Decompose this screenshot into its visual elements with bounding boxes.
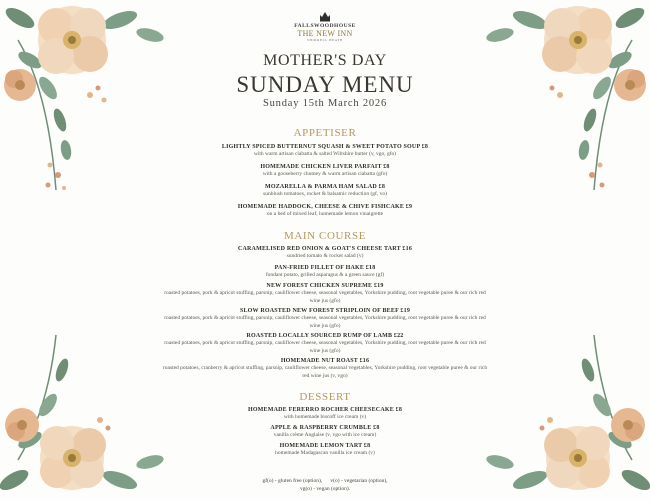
menu-item — [160, 307, 490, 330]
floral-corner-bottom-right — [480, 330, 650, 500]
dietary-key — [200, 477, 450, 493]
menu-item — [160, 143, 490, 159]
menu-item-name: ROASTED LOCALLY SOURCED RUMP OF LAMB £22 — [246, 333, 404, 339]
menu-item-description: with a gooseberry chutney & warm artisan ciabatta (gfo) — [262, 171, 388, 177]
menu-item-description: roasted potatoes, cranberry & apricot stuffing, parsnip, cauliflower cheese, seasonal vegetables, Yorkshire pudding, root vegetable puree & our rich red wine jus (v, vgo) — [162, 365, 488, 379]
menu-title: SUNDAY MENU — [236, 72, 414, 97]
brand-inn-name: THE NEW INN — [297, 29, 353, 38]
section-title-dessert: DESSERT — [299, 391, 351, 403]
menu-item-name: MOZARELLA & PARMA HAM SALAD £8 — [264, 184, 386, 190]
menu-item-description: with warm artisan ciabatta & salted Wiltshire butter (v, vgo, gfo) — [253, 151, 397, 157]
menu-item-description: with homemade biscoff ice cream (v) — [283, 414, 367, 420]
menu-item-name: HOMEMADE HADDOCK, CHEESE & CHIVE FISHCAKE £9 — [237, 204, 413, 210]
brand-location: SHIRRELL HEATH — [307, 38, 343, 42]
dietary-key-line-1: gf(o) - gluten free (option), v(o) - vegetarian (option), — [262, 478, 388, 484]
menu-item-description: on a bed of mixed leaf, homemade lemon vinaigrette — [266, 211, 384, 217]
menu-item-description: sundried tomato & rocket salad (v) — [286, 253, 364, 259]
menu-item-name: HOMEMADE FERERRO ROCHER CHEESECAKE £8 — [247, 407, 403, 413]
menu-item-description: homemade Madagascan vanilla ice cream (v) — [275, 450, 375, 456]
menu-date: Sunday 15th March 2026 — [262, 98, 388, 109]
floral-sprig-icon — [0, 335, 165, 494]
menu-item — [160, 183, 490, 199]
menu-item — [160, 264, 490, 280]
floral-corner-bottom-left — [0, 330, 170, 500]
brand-logo — [0, 10, 650, 42]
menu-item-name: SLOW ROASTED NEW FOREST STRIPLOIN OF BEEF £19 — [239, 308, 411, 314]
menu-item — [160, 332, 490, 355]
crest-icon — [318, 10, 332, 22]
menu-item-description: roasted potatoes, pork & apricot stuffing, parsnip, cauliflower cheese, seasonal vegetables, Yorkshire pudding, root vegetable puree & our rich red wine jus (gfo) — [164, 290, 486, 304]
menu-item — [160, 282, 490, 305]
menu-item — [160, 442, 490, 458]
menu-item — [160, 406, 490, 422]
menu-item-name: NEW FOREST CHICKEN SUPREME £19 — [266, 283, 384, 289]
menu-item-description: roasted potatoes, pork & apricot stuffing, parsnip, cauliflower cheese, seasonal vegetables, Yorkshire pudding, root vegetable puree & our rich red wine jus (gfo) — [164, 315, 486, 329]
menu-item — [160, 245, 490, 261]
menu-occasion-title: MOTHER'S DAY — [263, 52, 387, 69]
floral-sprig-icon — [485, 335, 650, 494]
menu-item — [160, 163, 490, 179]
menu-item-description: sunblush tomatoes, rocket & balsamic reduction (gf, vo) — [263, 191, 387, 197]
menu-item-name: APPLE & RASPBERRY CRUMBLE £8 — [270, 425, 380, 431]
menu-item-name: PAN-FRIED FILLET OF HAKE £18 — [274, 265, 376, 271]
menu-item-name: HOMEMADE NUT ROAST £16 — [280, 358, 370, 364]
menu-item-name: LIGHTLY SPICED BUTTERNUT SQUASH & SWEET POTATO SOUP £8 — [221, 144, 429, 150]
menu-item-description: roasted potatoes, pork & apricot stuffing, parsnip, cauliflower cheese, seasonal vegetables, Yorkshire pudding, root vegetable puree & our rich red wine jus (gfo) — [164, 340, 486, 354]
menu-item-name: CARAMELISED RED ONION & GOAT'S CHEESE TART £16 — [237, 246, 413, 252]
brand-name: FALLSWOODHOUSE — [294, 23, 356, 29]
menu-item — [160, 424, 490, 440]
section-title-appetiser: APPETISER — [293, 127, 357, 139]
menu-item-name: HOMEMADE LEMON TART £8 — [279, 443, 371, 449]
dietary-key-line-2: vg(o) - vegan (option). — [299, 486, 351, 492]
menu-item-name: HOMEMADE CHICKEN LIVER PARFAIT £8 — [260, 164, 390, 170]
menu-item — [160, 357, 490, 380]
menu-item-description: vanilla crème Anglaise (v, vgo with ice cream) — [273, 432, 377, 438]
menu-item — [160, 203, 490, 219]
section-title-main-course: MAIN COURSE — [283, 230, 367, 242]
menu-item-description: fondant potato, grilled asparagus & a green sauce (gf) — [265, 272, 385, 278]
